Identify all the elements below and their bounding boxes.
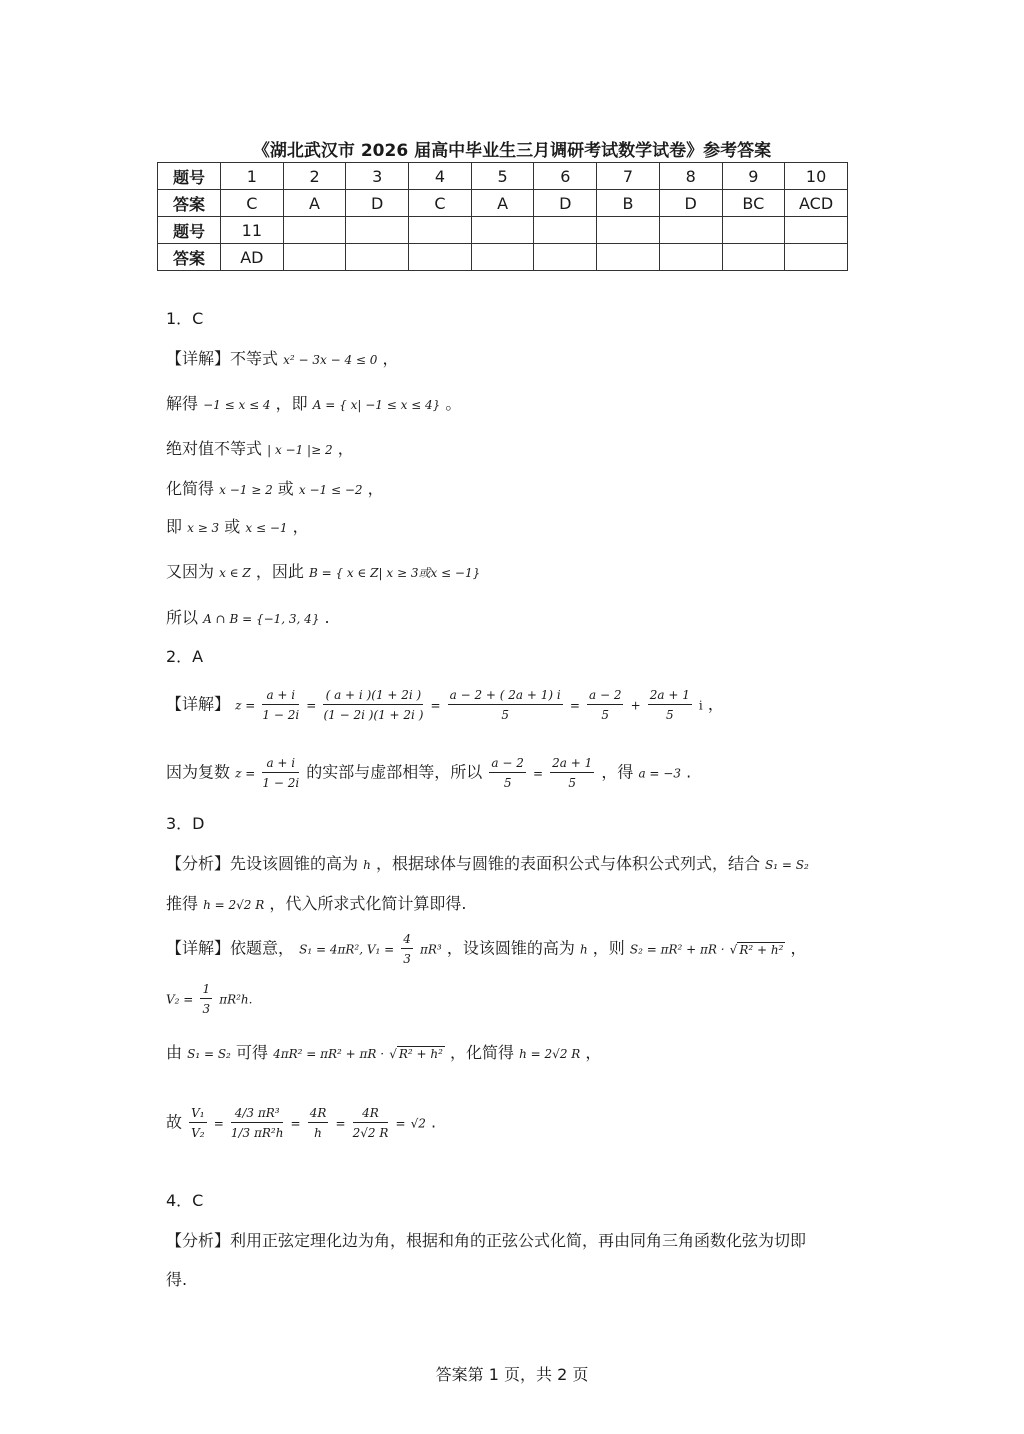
table-cell (283, 244, 346, 271)
text: ， (292, 517, 309, 536)
table-cell (534, 217, 597, 244)
table-cell (659, 217, 722, 244)
q4-line-1: 【分析】利用正弦定理化边为角，根据和角的正弦公式化简，再由同角三角函数化弦为切即 (166, 1231, 807, 1250)
text: ，代入所求式化简计算即得. (269, 894, 467, 913)
table-cell: ACD (785, 190, 848, 217)
text: ，根据球体与圆锥的表面积公式与体积公式列式，结合 (375, 854, 760, 873)
fraction (200, 982, 212, 1016)
text: 【详解】 (166, 694, 231, 714)
imag-unit: i (698, 698, 703, 713)
numerator: 2a + 1 (648, 688, 692, 705)
text: 即 (166, 517, 183, 536)
fraction (401, 932, 413, 966)
math-expr: h = 2√2 R (203, 898, 265, 912)
table-cell: 1 (221, 163, 284, 190)
math-expr: h = 2√2 R (519, 1047, 581, 1061)
denominator: 3 (403, 952, 411, 966)
math-expr: −1 ≤ x ≤ 4 (203, 398, 271, 412)
equals-sign: = (430, 698, 441, 713)
q3-line-4 (166, 982, 252, 1016)
table-cell (346, 217, 409, 244)
denominator: 1 − 2i (262, 708, 300, 722)
numerator: a + i (262, 756, 299, 773)
fraction (189, 1106, 206, 1140)
text: . (324, 608, 330, 627)
table-cell (597, 217, 660, 244)
text: ，即 (275, 394, 308, 413)
equals-sign: = (290, 1116, 301, 1131)
q1-heading: 1．C (166, 309, 204, 328)
table-cell (471, 217, 534, 244)
math-expr: πR²h. (219, 992, 253, 1007)
table-header-cell: 题号 (158, 163, 221, 190)
table-cell (785, 244, 848, 271)
math-expr: S₁ = S₂ (187, 1047, 231, 1061)
q4-heading: 4．C (166, 1191, 204, 1210)
math-expr: | x −1 |≥ 2 (267, 443, 333, 457)
fraction (448, 688, 563, 722)
text: 故 (166, 1112, 183, 1132)
table-cell (659, 244, 722, 271)
table-header-cell: 答案 (158, 190, 221, 217)
text: 又因为 (166, 562, 215, 581)
numerator: 1 (200, 982, 212, 999)
math-expr: x −1 ≤ −2 (298, 483, 363, 497)
table-row (158, 163, 848, 190)
text: 【详解】不等式 (166, 349, 279, 368)
math-expr: x −1 ≥ 2 (219, 483, 273, 497)
equals-sign: = (395, 1116, 406, 1131)
math-expr: h (363, 858, 371, 872)
math-expr: B = { x ∈ Z| x ≥ 3或x ≤ −1} (308, 566, 481, 580)
text: ，因此 (255, 562, 304, 581)
answer-table (157, 162, 848, 271)
numerator: V₁ (189, 1106, 206, 1123)
math-expr: z = (235, 698, 256, 713)
text: 可得 (235, 1043, 268, 1062)
fraction (587, 688, 623, 722)
q3-line-6 (166, 1106, 436, 1140)
text: ， (367, 479, 384, 498)
math-expr: S₁ = 4πR², V₁ = (299, 942, 395, 957)
fraction (323, 688, 423, 722)
q1-line-2 (166, 391, 461, 414)
fraction (353, 1106, 389, 1140)
table-cell (722, 217, 785, 244)
numerator: a − 2 (489, 756, 525, 773)
denominator: V₂ (191, 1126, 205, 1140)
table-cell: D (346, 190, 409, 217)
q2-line-2 (166, 756, 691, 790)
text: ， (707, 694, 724, 714)
text: ， (337, 439, 354, 458)
denominator: 5 (503, 776, 512, 790)
table-cell: C (221, 190, 284, 217)
text: 的实部与虚部相等，所以 (306, 762, 483, 782)
q3-line-2 (166, 891, 466, 914)
table-cell (471, 244, 534, 271)
equals-sign: = (569, 698, 580, 713)
numerator: ( a + i )(1 + 2i ) (323, 688, 423, 705)
q1-line-7 (166, 605, 330, 628)
fraction (648, 688, 692, 722)
table-cell: B (597, 190, 660, 217)
table-cell: 9 (722, 163, 785, 190)
table-header-cell: 题号 (158, 217, 221, 244)
q1-line-6 (166, 559, 480, 582)
text: ，则 (592, 938, 625, 958)
text: ，设该圆锥的高为 (446, 938, 575, 958)
table-cell (785, 217, 848, 244)
table-cell: 3 (346, 163, 409, 190)
numerator: 4/3 πR³ (231, 1106, 284, 1123)
denominator: (1 − 2i )(1 + 2i ) (323, 708, 424, 722)
text: 【详解】依题意， (166, 938, 295, 958)
math-expr: x² − 3x − 4 ≤ 0 (283, 353, 378, 367)
math-expr: V₂ = (166, 992, 194, 1007)
numerator: a + i (262, 688, 299, 705)
table-row (158, 244, 848, 271)
text: ，化简得 (450, 1043, 515, 1062)
table-cell: AD (221, 244, 284, 271)
text: 【分析】先设该圆锥的高为 (166, 854, 359, 873)
table-cell (409, 244, 472, 271)
q4-line-2: 得. (166, 1270, 188, 1289)
sqrt-radicand: R² + h² (739, 942, 784, 957)
numerator: 4 (401, 932, 413, 949)
text: . (431, 1112, 437, 1132)
fraction (550, 756, 594, 790)
math-expr: x ≥ 3 (187, 521, 220, 535)
math-expr: h (579, 942, 588, 957)
numerator: 4R (308, 1106, 329, 1123)
q3-line-5 (166, 1040, 601, 1063)
table-cell: D (534, 190, 597, 217)
table-cell: 2 (283, 163, 346, 190)
table-header-cell: 答案 (158, 244, 221, 271)
numerator: 4R (353, 1106, 389, 1123)
denominator: 5 (601, 708, 610, 722)
table-cell: D (659, 190, 722, 217)
table-cell: BC (722, 190, 785, 217)
math-expr: x ≤ −1 (245, 521, 288, 535)
table-cell: 5 (471, 163, 534, 190)
numerator: a − 2 + ( 2a + 1) i (448, 688, 563, 705)
text: ， (585, 1043, 602, 1062)
table-cell (346, 244, 409, 271)
q2-heading: 2．A (166, 647, 204, 666)
table-cell: 8 (659, 163, 722, 190)
math-expr: √2 (410, 1116, 426, 1131)
denominator: 5 (501, 708, 509, 722)
text: 。 (445, 394, 462, 413)
table-cell: 6 (534, 163, 597, 190)
table-cell (597, 244, 660, 271)
denominator: 5 (568, 776, 577, 790)
table-cell: C (409, 190, 472, 217)
denominator: 1/3 πR²h (230, 1126, 284, 1140)
table-cell: 11 (221, 217, 284, 244)
q1-line-4 (166, 476, 384, 499)
text: ，得 (601, 762, 634, 782)
math-expr: S₁ = S₂ (765, 858, 809, 872)
denominator: 3 (202, 1002, 211, 1016)
text: 或 (277, 479, 294, 498)
q3-line-3 (166, 932, 807, 966)
table-cell: A (471, 190, 534, 217)
fraction (231, 1106, 284, 1140)
text: 因为复数 (166, 762, 231, 782)
text: 推得 (166, 894, 199, 913)
plus-sign: + (630, 698, 641, 713)
q3-line-1 (166, 851, 809, 874)
table-cell (409, 217, 472, 244)
table-cell: 7 (597, 163, 660, 190)
q1-line-3 (166, 436, 354, 459)
text: . (686, 762, 692, 782)
table-cell: 4 (409, 163, 472, 190)
table-row (158, 190, 848, 217)
table-row (158, 217, 848, 244)
denominator: h (314, 1126, 322, 1140)
table-cell: 10 (785, 163, 848, 190)
denominator: 2√2 R (352, 1126, 389, 1140)
sqrt-radicand: R² + h² (398, 1047, 443, 1061)
denominator: 1 − 2i (262, 776, 300, 790)
table-cell: A (283, 190, 346, 217)
fraction (262, 756, 299, 790)
math-expr: A = { x| −1 ≤ x ≤ 4} (312, 398, 441, 412)
q1-line-5 (166, 514, 309, 537)
text: 绝对值不等式 (166, 439, 263, 458)
text: 化简得 (166, 479, 215, 498)
math-expr: x ∈ Z (219, 566, 251, 580)
denominator: 5 (665, 708, 674, 722)
table-cell (283, 217, 346, 244)
math-expr: z = (235, 766, 256, 781)
math-expr: A ∩ B = {−1, 3, 4} (203, 612, 320, 626)
math-expr: 4πR² = πR² + πR · (273, 1047, 385, 1061)
q1-line-1 (166, 346, 399, 369)
text: 解得 (166, 394, 199, 413)
numerator: 2a + 1 (550, 756, 594, 773)
page-title: 《湖北武汉市 2026 届高中毕业生三月调研考试数学试卷》参考答案 (252, 141, 772, 161)
math-expr: a = −3 (638, 766, 681, 781)
fraction (262, 688, 299, 722)
equals-sign: = (306, 698, 317, 713)
text: 由 (166, 1043, 183, 1062)
table-cell (722, 244, 785, 271)
text: ， (382, 349, 399, 368)
sqrt-symbol: √ (389, 1047, 397, 1061)
text: ， (790, 938, 807, 958)
page-footer: 答案第 1 页，共 2 页 (435, 1365, 589, 1384)
table-cell (534, 244, 597, 271)
numerator: a − 2 (587, 688, 623, 705)
q3-heading: 3．D (166, 814, 205, 833)
text: 或 (224, 517, 241, 536)
equals-sign: = (213, 1116, 224, 1131)
math-expr: πR³ (420, 942, 442, 957)
fraction (489, 756, 525, 790)
q2-line-1 (166, 688, 724, 722)
math-expr: S₂ = πR² + πR · (629, 942, 725, 957)
text: 所以 (166, 608, 199, 627)
sqrt-symbol: √ (729, 942, 738, 957)
fraction (308, 1106, 329, 1140)
equals-sign: = (532, 766, 544, 781)
equals-sign: = (335, 1116, 346, 1131)
